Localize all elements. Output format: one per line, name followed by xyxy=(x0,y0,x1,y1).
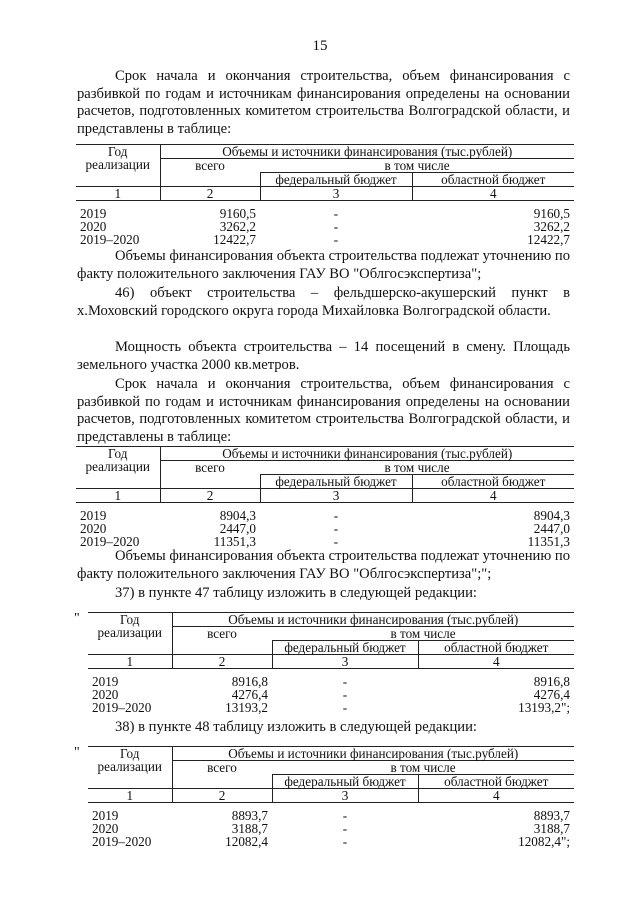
row-regional: 9160,5 xyxy=(533,206,571,221)
row-federal: - xyxy=(333,508,339,523)
table-row xyxy=(76,509,574,522)
table-row xyxy=(76,535,574,548)
header-federal: федеральный бюджет xyxy=(272,641,418,655)
row-federal: - xyxy=(342,808,348,823)
row-year: 2020 xyxy=(92,821,119,836)
col-number-3: 3 xyxy=(260,489,412,503)
row-federal: - xyxy=(333,232,339,247)
col-number-2: 2 xyxy=(160,489,260,503)
row-federal: - xyxy=(333,219,339,234)
header-total: всего xyxy=(160,159,260,187)
row-regional: 3262,2 xyxy=(533,219,571,234)
row-regional: 8893,7 xyxy=(533,808,571,823)
row-total: 8893,7 xyxy=(231,808,268,823)
row-federal: - xyxy=(333,534,339,549)
financing-table-1 xyxy=(76,144,574,246)
paragraph-object-46: 46) объект строительства – фельдшерско-акушерский пункт в х.Моховский городского округа города Михайловка Волгоградской области. xyxy=(77,285,570,319)
col-number-3: 3 xyxy=(272,789,418,803)
row-year: 2019 xyxy=(92,674,119,689)
row-year: 2019 xyxy=(80,508,107,523)
header-year: Год реализации xyxy=(88,613,172,655)
header-regional: областной бюджет xyxy=(412,173,574,187)
table-row xyxy=(88,675,574,688)
header-regional: областной бюджет xyxy=(412,475,574,489)
row-federal: - xyxy=(342,834,348,849)
paragraph-schedule-intro-1: Срок начала и окончания строительства, объем финансирования с разбивкой по годам и источникам финансирования определены на основании расчетов, подготовленных комитетом строительства Волгоградской области, и представлены в таблице: xyxy=(77,68,570,137)
table-row xyxy=(88,809,574,822)
header-year: Год реализации xyxy=(88,747,172,789)
header-total: всего xyxy=(172,761,272,789)
row-total: 3262,2 xyxy=(219,219,256,234)
col-number-1: 1 xyxy=(76,187,160,201)
header-including: в том числе xyxy=(272,761,574,775)
row-year: 2019–2020 xyxy=(80,534,140,549)
row-regional: 11351,3 xyxy=(527,534,571,549)
header-year: Год реализации xyxy=(76,447,160,489)
row-year: 2019 xyxy=(80,206,107,221)
row-year: 2019–2020 xyxy=(92,700,152,715)
paragraph-clarification-2: Объемы финансирования объекта строительства подлежат уточнению по факту положительного заключения ГАУ ВО "Облгосэкспертиза";"; xyxy=(77,548,570,582)
paragraph-item-38: 38) в пункте 48 таблицу изложить в следующей редакции: xyxy=(115,719,477,735)
row-total: 8904,3 xyxy=(219,508,256,523)
row-federal: - xyxy=(342,674,348,689)
paragraph-schedule-intro-2: Срок начала и окончания строительства, объем финансирования с разбивкой по годам и источникам финансирования определены на основании расчетов, подготовленных комитетом строительства Волгоградской области, и представлены в таблице: xyxy=(77,376,570,445)
row-regional: 3188,7 xyxy=(533,821,571,836)
row-total: 8916,8 xyxy=(231,674,268,689)
row-year: 2019–2020 xyxy=(80,232,140,247)
row-regional: 8904,3 xyxy=(533,508,571,523)
table-row xyxy=(88,688,574,701)
financing-table-4 xyxy=(88,746,574,848)
opening-quote: " xyxy=(74,745,80,760)
header-federal: федеральный бюджет xyxy=(260,173,412,187)
col-number-3: 3 xyxy=(272,655,418,669)
paragraph-item-37: 37) в пункте 47 таблицу изложить в следующей редакции: xyxy=(115,585,477,601)
table-row xyxy=(88,701,574,714)
row-total: 12082,4 xyxy=(225,834,268,849)
header-volumes: Объемы и источники финансирования (тыс.рублей) xyxy=(160,447,574,461)
col-number-4: 4 xyxy=(412,489,574,503)
page-number: 15 xyxy=(312,38,328,54)
header-volumes: Объемы и источники финансирования (тыс.рублей) xyxy=(160,145,574,159)
row-federal: - xyxy=(342,821,348,836)
table-row xyxy=(76,522,574,535)
financing-table-3 xyxy=(88,612,574,714)
header-total: всего xyxy=(160,461,260,489)
row-federal: - xyxy=(333,206,339,221)
table-row xyxy=(76,207,574,220)
table-row xyxy=(88,822,574,835)
header-federal: федеральный бюджет xyxy=(260,475,412,489)
row-year: 2020 xyxy=(80,521,107,536)
col-number-2: 2 xyxy=(160,187,260,201)
header-year: Год реализации xyxy=(76,145,160,187)
row-federal: - xyxy=(342,687,348,702)
header-volumes: Объемы и источники финансирования (тыс.рублей) xyxy=(172,613,574,627)
col-number-2: 2 xyxy=(172,789,272,803)
row-regional: 13193,2"; xyxy=(518,700,571,715)
col-number-2: 2 xyxy=(172,655,272,669)
opening-quote: " xyxy=(74,611,80,626)
row-total: 3188,7 xyxy=(231,821,268,836)
row-regional: 4276,4 xyxy=(533,687,571,702)
table-row xyxy=(76,233,574,246)
row-regional: 12422,7 xyxy=(527,232,571,247)
paragraph-clarification-1: Объемы финансирования объекта строительства подлежат уточнению по факту положительного заключения ГАУ ВО "Облгосэкспертиза"; xyxy=(77,248,570,282)
row-federal: - xyxy=(333,521,339,536)
paragraph-capacity: Мощность объекта строительства – 14 посещений в смену. Площадь земельного участка 2000 кв.метров. xyxy=(77,339,570,373)
col-number-3: 3 xyxy=(260,187,412,201)
row-year: 2019 xyxy=(92,808,119,823)
col-number-4: 4 xyxy=(418,789,574,803)
header-volumes: Объемы и источники финансирования (тыс.рублей) xyxy=(172,747,574,761)
row-total: 12422,7 xyxy=(213,232,256,247)
header-including: в том числе xyxy=(260,461,574,475)
col-number-1: 1 xyxy=(76,489,160,503)
col-number-4: 4 xyxy=(412,187,574,201)
col-number-4: 4 xyxy=(418,655,574,669)
table-row xyxy=(88,835,574,848)
header-including: в том числе xyxy=(260,159,574,173)
header-regional: областной бюджет xyxy=(418,775,574,789)
row-regional: 2447,0 xyxy=(533,521,571,536)
financing-table-2 xyxy=(76,446,574,548)
table-row xyxy=(76,220,574,233)
header-federal: федеральный бюджет xyxy=(272,775,418,789)
row-regional: 12082,4"; xyxy=(518,834,571,849)
row-regional: 8916,8 xyxy=(533,674,571,689)
header-total: всего xyxy=(172,627,272,655)
row-year: 2020 xyxy=(80,219,107,234)
col-number-1: 1 xyxy=(88,655,172,669)
row-federal: - xyxy=(342,700,348,715)
col-number-1: 1 xyxy=(88,789,172,803)
row-year: 2020 xyxy=(92,687,119,702)
row-total: 11351,3 xyxy=(213,534,256,549)
row-total: 13193,2 xyxy=(225,700,268,715)
header-regional: областной бюджет xyxy=(418,641,574,655)
row-year: 2019–2020 xyxy=(92,834,152,849)
header-including: в том числе xyxy=(272,627,574,641)
row-total: 2447,0 xyxy=(219,521,256,536)
row-total: 9160,5 xyxy=(219,206,256,221)
row-total: 4276,4 xyxy=(231,687,268,702)
